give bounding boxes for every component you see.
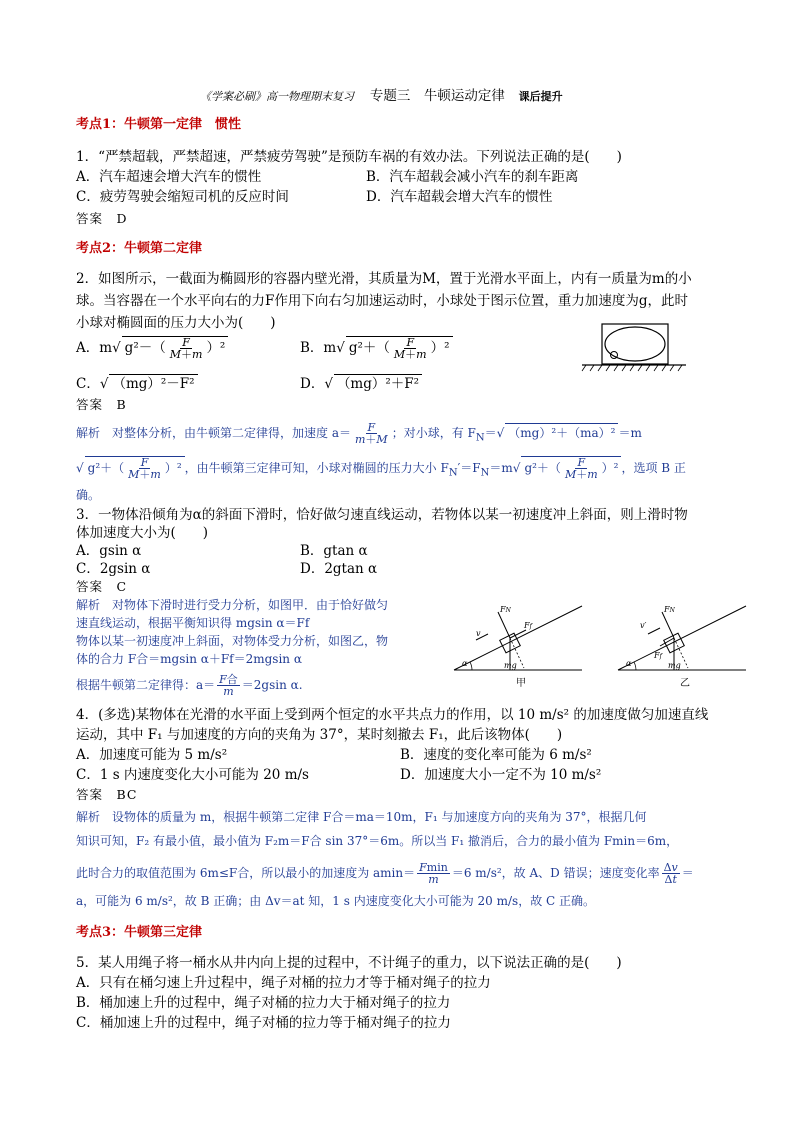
q2-line-3: 小球对椭圆面的压力大小为( ) [76, 315, 276, 331]
q4-answer: 答案 BC [76, 787, 138, 802]
key-point-1: 考点1：牛顿第一定律 惯性 [76, 117, 242, 132]
figure-label-a: 甲 [516, 678, 526, 689]
q4-option-c: C．1 s 内速度变化大小可能为 20 m/s [76, 767, 309, 783]
svg-text:Ff: Ff [524, 621, 532, 630]
q2-option-b: B．m√ g²＋（ $\frac{F}{M+m}$ ）² [300, 336, 453, 360]
q4-analysis-2: 知识可知，F₂ 有最小值，最小值为 F₂m＝F合 sin 37°＝6m。所以当 F₁ 撤消后，合力的最小值为 Fmin＝6m， [76, 834, 679, 848]
q3-line-2: 体加速度大小为( ) [76, 525, 209, 541]
q3-answer: 答案 C [76, 579, 128, 594]
q2-option-c: C．√ （mg）²－F² [76, 374, 198, 393]
svg-text:α: α [626, 659, 632, 668]
q4-option-d: D．加速度大小一定不为 10 m/s² [400, 767, 602, 783]
header-book: 《学案必刷》高一物理期末复习 [200, 90, 354, 103]
ellipse-container-figure [580, 318, 690, 374]
q4-option-a: A．加速度可能为 5 m/s² [76, 747, 228, 763]
q4-analysis-4: a，可能为 6 m/s²，故 B 正确；由 Δv＝at 知，1 s 内速度变化大小可能为 20 m/s，故 C 正确。 [76, 894, 596, 908]
q1-option-b: B．汽车超载会减小汽车的刹车距离 [366, 169, 579, 185]
svg-text:Ff: Ff [654, 651, 662, 660]
q4-option-b: B．速度的变化率可能为 6 m/s² [400, 747, 592, 763]
q5-stem: 5．某人用绳子将一桶水从井内向上提的过程中，不计绳子的重力，以下说法正确的是( ) [76, 955, 622, 971]
q3-analysis-1: 解析 对物体下滑时进行受力分析，如图甲．由于恰好做匀 [76, 598, 389, 612]
incline-figure-a [454, 605, 582, 689]
q3-analysis-3: 物体以某一初速度冲上斜面，对物体受力分析，如图乙，物 [76, 634, 389, 648]
svg-text:FN: FN [664, 605, 675, 614]
q1-answer: 答案 D [76, 211, 128, 226]
q2-line-1: 2．如图所示，一截面为椭圆形的容器内壁光滑，其质量为M，置于光滑水平面上，内有一质量为m的小 [76, 271, 692, 287]
header-tail: 课后提升 [518, 90, 563, 103]
q2-analysis-1: 解析 对整体分析，由牛顿第二定律得，加速度 a＝ $\frac{F}{m+M}$ ；对小球，有 $F_N=√$ （mg）²＋（ma）² ＝m [76, 422, 642, 447]
q2-option-d: D．√ （mg）²＋F² [300, 374, 422, 393]
q3-line-1: 3．一物体沿倾角为α的斜面下滑时，恰好做匀速直线运动，若物体以某一初速度冲上斜面，则上滑时物 [76, 507, 688, 523]
q3-option-c: C．2gsin α [76, 561, 151, 577]
q1-stem: 1．“严禁超载，严禁超速，严禁疲劳驾驶”是预防车祸的有效办法。下列说法正确的是( ) [76, 149, 622, 165]
q1-option-a: A．汽车超速会增大汽车的惯性 [76, 169, 262, 185]
q3-option-b: B．gtan α [300, 543, 368, 559]
incline-figures [450, 598, 760, 694]
key-point-3: 考点3：牛顿第三定律 [76, 925, 203, 940]
q3-option-d: D．2gtan α [300, 561, 378, 577]
page-header [200, 84, 563, 104]
svg-text:α: α [462, 659, 468, 668]
q3-analysis-5: 根据牛顿第二定律得：a＝ $\frac{\text{F合}}{m}$ ＝2gsin α. [76, 673, 303, 698]
figure-label-b: 乙 [680, 678, 690, 689]
q2-answer: 答案 B [76, 397, 127, 412]
q1-option-d: D．汽车超载会增大汽车的惯性 [366, 189, 553, 205]
svg-text:v: v [476, 629, 481, 638]
q2-analysis-3: 确。 [76, 488, 101, 502]
q1-option-c: C．疲劳驾驶会缩短司机的反应时间 [76, 189, 289, 205]
q4-line-1: 4．(多选)某物体在光滑的水平面上受到两个恒定的水平共点力的作用，以 10 m/s² 的加速度做匀加速直线 [76, 707, 709, 723]
q5-option-c: C．桶加速上升的过程中，绳子对桶的拉力等于桶对绳子的拉力 [76, 1015, 451, 1031]
q3-option-a: A．gsin α [76, 543, 142, 559]
q3-analysis-4: 体的合力 F合＝mgsin α＋Ff＝2mgsin α [76, 652, 302, 666]
q4-analysis-3: 此时合力的取值范围为 6m≤F合，所以最小的加速度为 amin＝ $\frac{Fmin}{m}$ ＝6 m/s²，故 A、D 错误；速度变化率 $\frac{\Delta v}{\Delta t}$ ＝ [76, 861, 694, 886]
q2-analysis-2: √ g²＋（ $\frac{F}{M+m}$ ）² ，由牛顿第三定律可知，小球对椭圆的压力大小 $F_N'=F_N=m√$ g²＋（ $\frac{F}{M+m}$ ）² ，选项 B 正 [76, 456, 686, 482]
incline-figure-b [618, 605, 746, 689]
q4-line-2: 运动，其中 F₁ 与加速度的方向的夹角为 37°，某时刻撤去 F₁，此后该物体( ) [76, 727, 563, 743]
svg-text:v′: v′ [640, 621, 647, 630]
q2-option-a: A．m√ g²－（ $\frac{F}{M+m}$ ）² [76, 336, 228, 360]
key-point-2: 考点2：牛顿第二定律 [76, 241, 203, 256]
q5-option-b: B．桶加速上升的过程中，绳子对桶的拉力大于桶对绳子的拉力 [76, 995, 451, 1011]
svg-text:mg: mg [504, 661, 517, 670]
svg-text:mg: mg [668, 661, 681, 670]
header-topic: 专题三 牛顿运动定律 [369, 88, 505, 104]
q2-line-2: 球。当容器在一个水平向右的力F作用下向右匀加速运动时，小球处于图示位置，重力加速度为g，此时 [76, 293, 689, 309]
q4-analysis-1: 解析 设物体的质量为 m，根据牛顿第二定律 F合＝ma＝10m，F₁ 与加速度方向的夹角为 37°，根据几何 [76, 810, 647, 824]
q3-analysis-2: 速直线运动，根据平衡知识得 mgsin α＝Ff [76, 616, 310, 630]
q5-option-a: A．只有在桶匀速上升过程中，绳子对桶的拉力才等于桶对绳子的拉力 [76, 975, 491, 991]
svg-text:FN: FN [500, 605, 511, 614]
